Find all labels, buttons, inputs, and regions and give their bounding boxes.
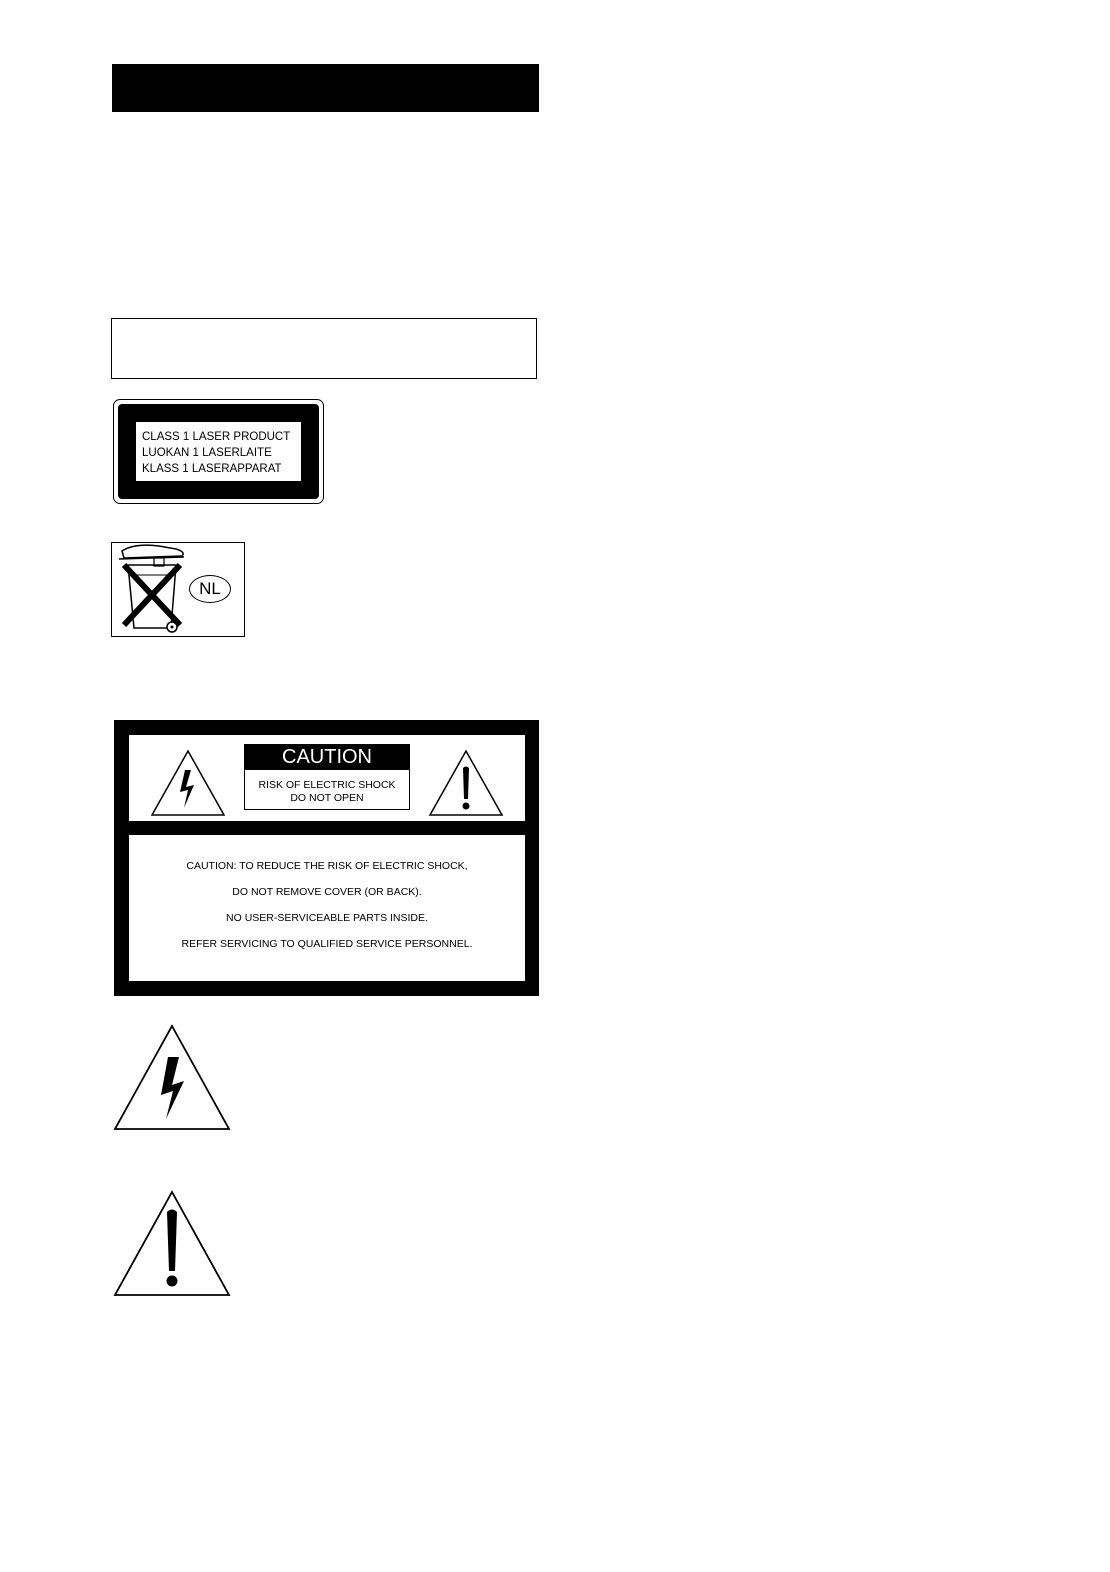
laser-product-label: [113, 399, 324, 504]
laser-label-line: KLASS 1 LASERAPPARAT: [142, 463, 282, 475]
laser-label-line: LUOKAN 1 LASERLAITE: [142, 447, 272, 459]
caution-sign: [114, 720, 539, 996]
exclamation-warning-icon: [112, 1189, 232, 1299]
caution-subtitle: RISK OF ELECTRIC SHOCK: [258, 779, 396, 791]
caution-warning-text: [129, 835, 525, 981]
exclamation-warning-icon: [427, 748, 505, 818]
country-code-mark: NL: [189, 575, 231, 603]
caution-title: CAUTION: [245, 745, 409, 770]
warning-line: NO USER-SERVICEABLE PARTS INSIDE.: [226, 912, 428, 924]
section-header-bar: [112, 64, 539, 112]
caution-sign-header: [129, 735, 525, 821]
lightning-warning-icon: [112, 1023, 232, 1133]
battery-disposal-mark: [111, 542, 245, 637]
warning-line: DO NOT REMOVE COVER (OR BACK).: [232, 886, 422, 898]
warning-line: REFER SERVICING TO QUALIFIED SERVICE PERSONNEL.: [181, 938, 473, 950]
lightning-warning-icon: [149, 748, 227, 818]
caution-subtitle: DO NOT OPEN: [290, 792, 364, 804]
notice-box: [111, 318, 537, 379]
crossed-out-wheelie-bin-icon: [114, 543, 189, 636]
caution-plate: [244, 744, 410, 810]
warning-line: CAUTION: TO REDUCE THE RISK OF ELECTRIC SHOCK,: [186, 860, 468, 872]
laser-label-line: CLASS 1 LASER PRODUCT: [142, 431, 291, 443]
